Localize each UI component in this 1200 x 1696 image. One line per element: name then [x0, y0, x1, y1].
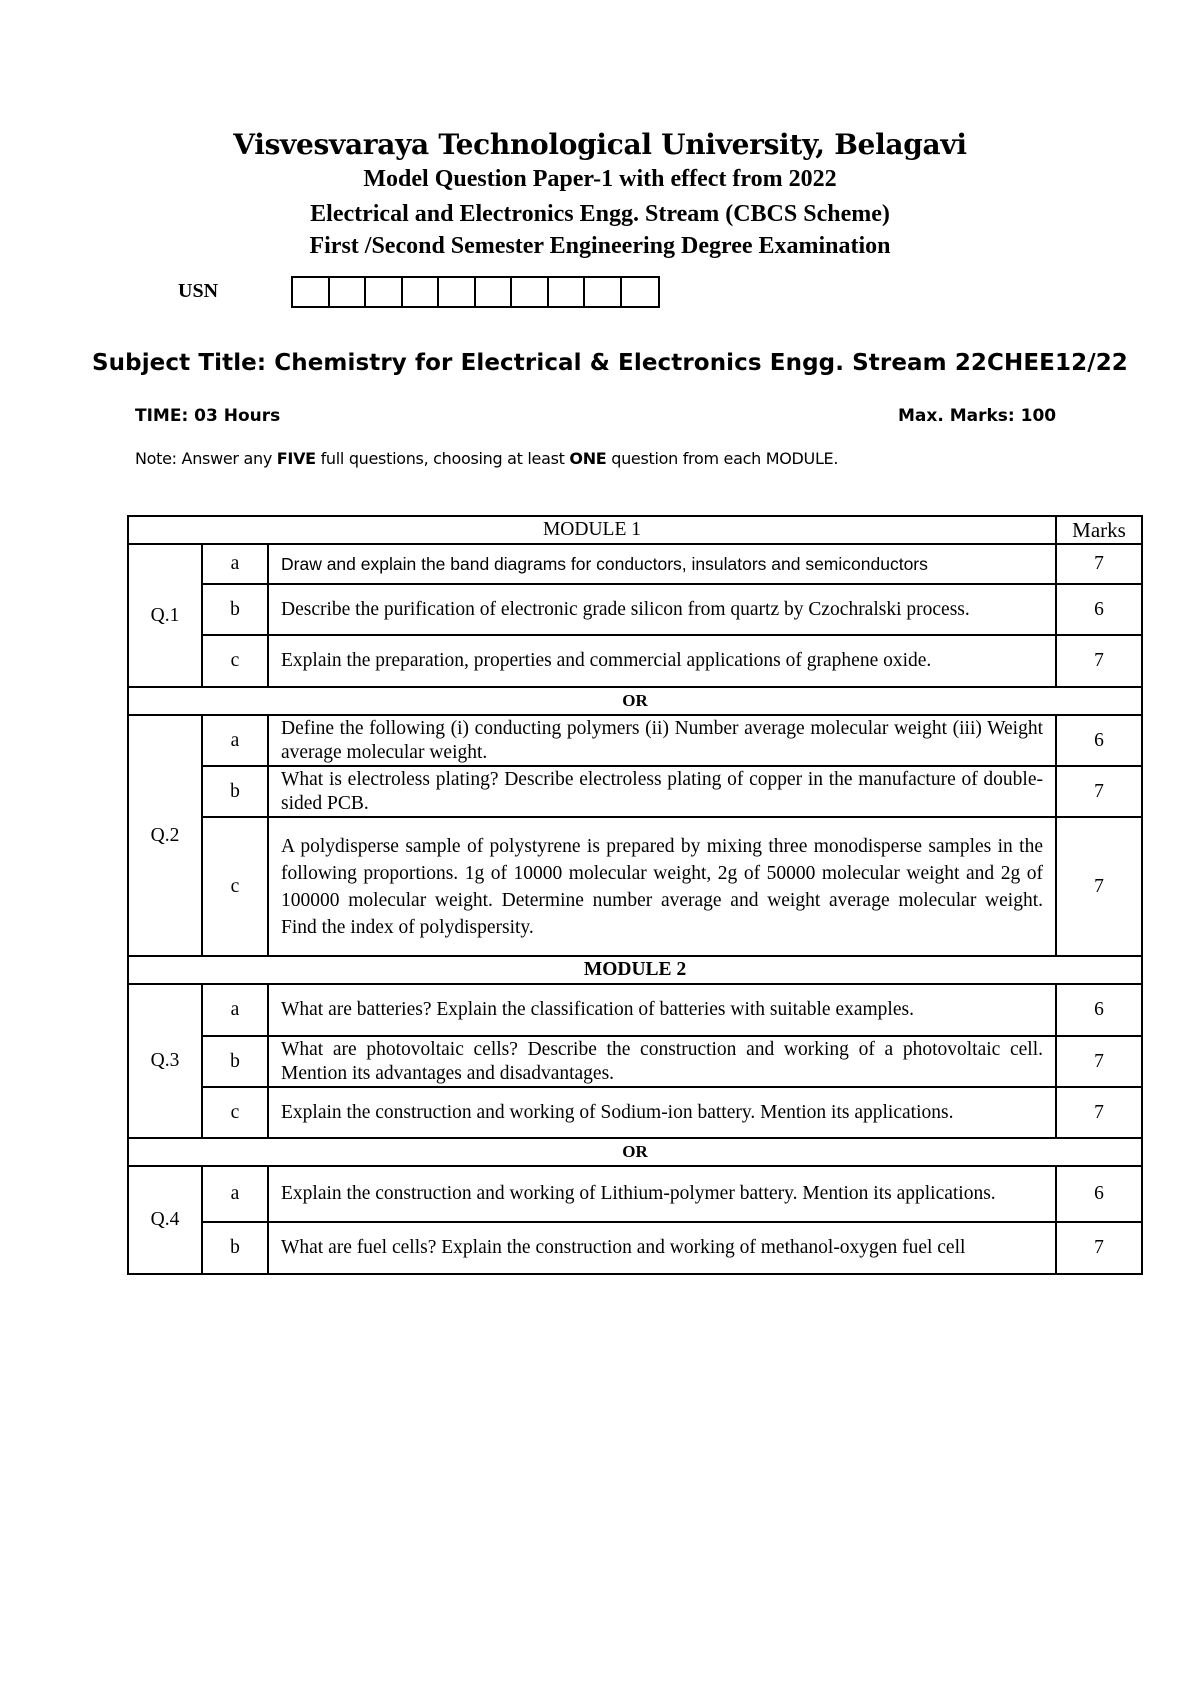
table-row	[128, 1087, 1142, 1138]
sub-label: c	[202, 817, 268, 956]
subject-title: Subject Title: Chemistry for Electrical & Electronics Engg. Stream 22CHEE12/22	[92, 350, 1128, 376]
university-title: Visvesvaraya Technological University, Belagavi	[233, 128, 967, 161]
module-heading: MODULE 1	[128, 516, 1056, 544]
question-text: What are fuel cells? Explain the construction and working of methanol-oxygen fuel cell	[268, 1222, 1056, 1274]
table-row	[128, 1036, 1142, 1087]
table-row	[128, 635, 1142, 687]
sub-label: b	[202, 766, 268, 817]
marks-value: 7	[1056, 635, 1142, 687]
marks-value: 7	[1056, 544, 1142, 584]
question-text: Define the following (i) conducting polymers (ii) Number average molecular weight (iii) Weight average molecular weight.	[268, 715, 1056, 766]
or-divider: OR	[128, 687, 1142, 715]
or-divider: OR	[128, 1138, 1142, 1166]
marks-value: 7	[1056, 766, 1142, 817]
question-text: Explain the preparation, properties and commercial applications of graphene oxide.	[268, 635, 1056, 687]
marks-value: 7	[1056, 1087, 1142, 1138]
question-text: Describe the purification of electronic grade silicon from quartz by Czochralski process.	[268, 584, 1056, 635]
time-label: TIME: 03 Hours	[135, 406, 281, 426]
table-row	[128, 984, 1142, 1036]
marks-value: 7	[1056, 817, 1142, 956]
question-number: Q.3	[128, 984, 202, 1138]
marks-value: 7	[1056, 1036, 1142, 1087]
usn-digit-box[interactable]	[366, 278, 403, 306]
question-text: What are batteries? Explain the classification of batteries with suitable examples.	[268, 984, 1056, 1036]
question-text: Explain the construction and working of Sodium-ion battery. Mention its applications.	[268, 1087, 1056, 1138]
question-text: Explain the construction and working of Lithium-polymer battery. Mention its applications.	[268, 1166, 1056, 1222]
table-row	[128, 584, 1142, 635]
marks-value: 7	[1056, 1222, 1142, 1274]
sub-label: b	[202, 1036, 268, 1087]
sub-label: c	[202, 635, 268, 687]
module-heading: MODULE 2	[128, 956, 1142, 984]
marks-value: 6	[1056, 984, 1142, 1036]
marks-value: 6	[1056, 715, 1142, 766]
or-row	[128, 1138, 1142, 1166]
usn-digit-box[interactable]	[622, 278, 659, 306]
question-text: What are photovoltaic cells? Describe the construction and working of a photovoltaic cell. Mention its advantages and disadvantages.	[268, 1036, 1056, 1087]
sub-label: a	[202, 544, 268, 584]
table-row	[128, 1222, 1142, 1274]
question-number: Q.2	[128, 715, 202, 956]
module-header-row	[128, 956, 1142, 984]
usn-digit-box[interactable]	[585, 278, 622, 306]
question-number: Q.4	[128, 1166, 202, 1274]
usn-digit-box[interactable]	[293, 278, 330, 306]
usn-digit-box[interactable]	[476, 278, 513, 306]
sub-label: b	[202, 1222, 268, 1274]
sub-label: a	[202, 1166, 268, 1222]
usn-boxes[interactable]	[291, 276, 660, 308]
question-text: A polydisperse sample of polystyrene is prepared by mixing three monodisperse samples in the following proportions. 1g of 10000 molecular weight, 2g of 50000 molecular weight and 2g of 100000 molecular weight. Determine number average and weight average molecular weight. Find the index of polydispersity.	[268, 817, 1056, 956]
sub-label: c	[202, 1087, 268, 1138]
paper-title: Model Question Paper-1 with effect from 2022	[363, 166, 837, 192]
sub-label: a	[202, 984, 268, 1036]
or-row	[128, 687, 1142, 715]
exam-title: First /Second Semester Engineering Degree Examination	[309, 233, 891, 259]
usn-digit-box[interactable]	[512, 278, 549, 306]
table-row	[128, 715, 1142, 766]
table-row	[128, 1166, 1142, 1222]
instructions-note: Note: Answer any FIVE full questions, choosing at least ONE question from each MODULE.	[135, 449, 839, 468]
table-row	[128, 544, 1142, 584]
sub-label: b	[202, 584, 268, 635]
stream-title: Electrical and Electronics Engg. Stream (CBCS Scheme)	[310, 201, 890, 227]
question-number: Q.1	[128, 544, 202, 687]
usn-label: USN	[178, 280, 219, 302]
question-text: Draw and explain the band diagrams for conductors, insulators and semiconductors	[268, 544, 1056, 584]
module-header-row	[128, 516, 1142, 544]
question-text: What is electroless plating? Describe electroless plating of copper in the manufacture of double-sided PCB.	[268, 766, 1056, 817]
usn-digit-box[interactable]	[549, 278, 586, 306]
usn-digit-box[interactable]	[403, 278, 440, 306]
sub-label: a	[202, 715, 268, 766]
question-table	[127, 515, 1143, 1275]
marks-value: 6	[1056, 1166, 1142, 1222]
table-row	[128, 766, 1142, 817]
marks-value: 6	[1056, 584, 1142, 635]
usn-digit-box[interactable]	[330, 278, 367, 306]
max-marks-label: Max. Marks: 100	[898, 406, 1057, 426]
usn-digit-box[interactable]	[439, 278, 476, 306]
table-row	[128, 817, 1142, 956]
marks-heading: Marks	[1056, 516, 1142, 544]
